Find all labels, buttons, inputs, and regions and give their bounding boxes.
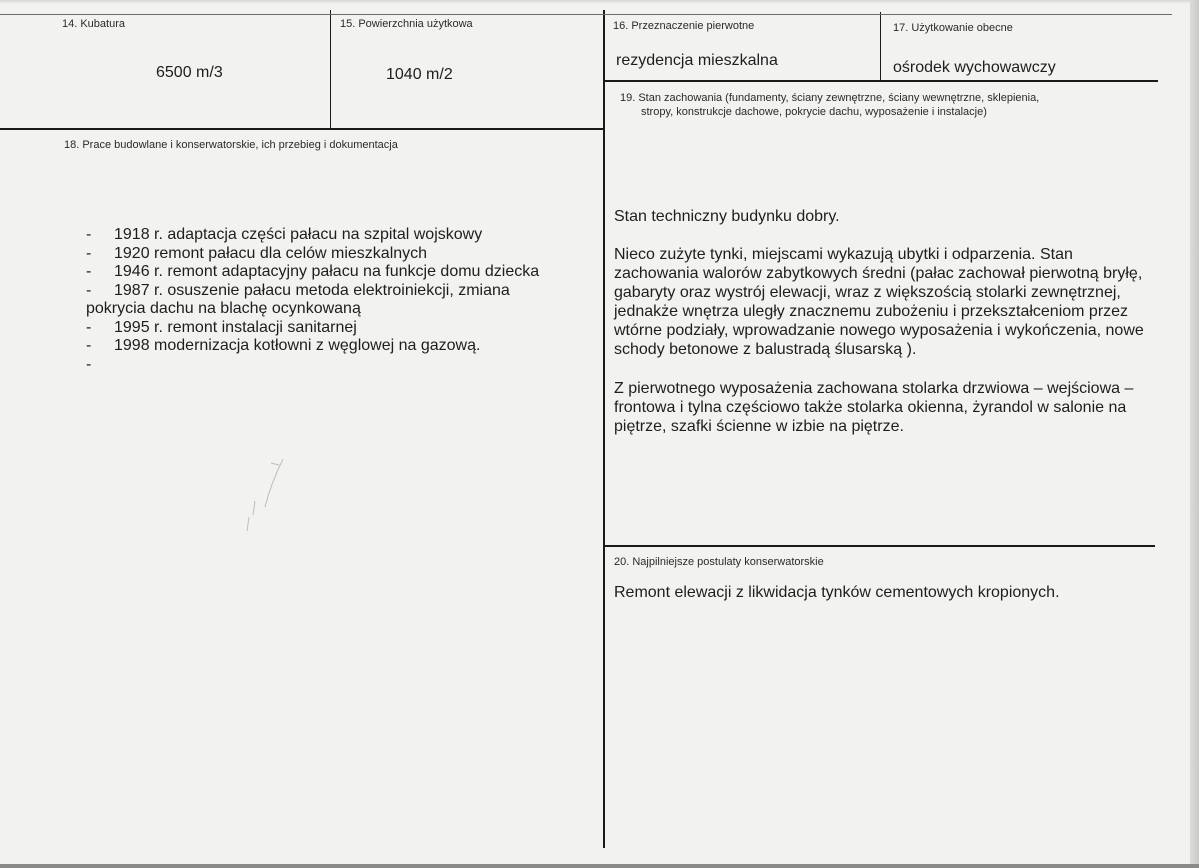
- pen-smudge-mark: [235, 455, 295, 555]
- field-18-work-list: - 1918 r. adaptacja części pałacu na szpital wojskowy - 1920 remont pałacu dla celów mieszkalnych - 1946 r. remont adaptacyjny pałacu na funkcje domu dziecka - 1987 r. osuszenie pałacu metoda elektroiniekcji, zmiana pokrycia dachu na blachę ocynkowaną - 1995 r. remont instalacji sanitarnej - 1998 modernizacja kotłowni z węglowej na gazową. -: [86, 226, 586, 356]
- field-16-value: rezydencja mieszkalna: [616, 52, 778, 69]
- scan-edge-right: [1190, 0, 1199, 868]
- field-17-label: 17. Użytkowanie obecne: [893, 22, 1013, 34]
- field-15-label: 15. Powierzchnia użytkowa: [340, 18, 473, 30]
- list-item: - 1920 remont pałacu dla celów mieszkalnych: [86, 244, 428, 262]
- list-item: - 1946 r. remont adaptacyjny pałacu na funkcje domu dziecka: [86, 263, 540, 280]
- rule-vertical-top-right: [880, 12, 881, 82]
- rule-horizontal-above-20: [605, 545, 1155, 547]
- field-14-value: 6500 m/3: [156, 64, 223, 81]
- field-19-label-line1: 19. Stan zachowania (fundamenty, ściany zewnętrzne, ściany wewnętrzne, sklepienia,: [620, 92, 1040, 104]
- rule-vertical-top-left: [330, 10, 331, 128]
- list-item: - 1918 r. adaptacja części pałacu na szpital wojskowy: [86, 226, 483, 243]
- rule-horizontal-top: [0, 14, 1172, 15]
- rule-horizontal-under-16-17: [605, 80, 1158, 82]
- field-15-value: 1040 m/2: [386, 66, 453, 83]
- field-20-value: Remont elewacji z likwidacja tynków cementowych kropionych.: [614, 584, 1060, 601]
- field-19-label-line2: stropy, konstrukcje dachowe, pokrycie dachu, wyposażenie i instalacje): [641, 106, 987, 118]
- field-19-paragraph-1: Stan techniczny budynku dobry.: [614, 208, 840, 225]
- scan-edge-bottom: [0, 864, 1199, 868]
- field-19-paragraph-3: Z pierwotnego wyposażenia zachowana stolarka drzwiowa – wejściowa – frontowa i tylna częściowo także stolarka okienna, żyrandol w salonie na piętrze, szafki ścienne w izbie na piętrze.: [614, 380, 1134, 435]
- list-item: - 1987 r. osuszenie pałacu metoda elektroiniekcji, zmiana: [86, 281, 510, 299]
- field-14-label: 14. Kubatura: [62, 18, 125, 30]
- field-18-label: 18. Prace budowlane i konserwatorskie, ich przebieg i dokumentacja: [64, 139, 398, 151]
- field-16-label: 16. Przeznaczenie pierwotne: [613, 20, 755, 32]
- list-item: - 1998 modernizacja kotłowni z węglowej na gazową.: [86, 337, 481, 354]
- rule-horizontal-under-14-15: [0, 128, 605, 130]
- list-item-continuation: pokrycia dachu na blachę ocynkowaną: [86, 300, 361, 317]
- field-19-paragraph-2: Nieco zużyte tynki, miejscami wykazują ubytki i odparzenia. Stan zachowania walorów zabytkowych średni (pałac zachował pierwotną bryłę, gabaryty oraz wystrój elewacji, wraz z większością stolarki zewnętrznej, jednakże wnętrza uległy znacznemu zubożeniu i przekształceniom przez wtórne podziały, wprowadzanie nowego wyposażenia i wykończenia, nowe schody betonowe z balustradą ślusarską ).: [614, 246, 1144, 358]
- scan-edge-top: [0, 0, 1199, 4]
- field-17-value: ośrodek wychowawczy: [893, 59, 1056, 76]
- list-item: - 1995 r. remont instalacji sanitarnej: [86, 318, 357, 336]
- field-20-label: 20. Najpilniejsze postulaty konserwatorskie: [614, 556, 824, 568]
- rule-vertical-center: [603, 10, 605, 848]
